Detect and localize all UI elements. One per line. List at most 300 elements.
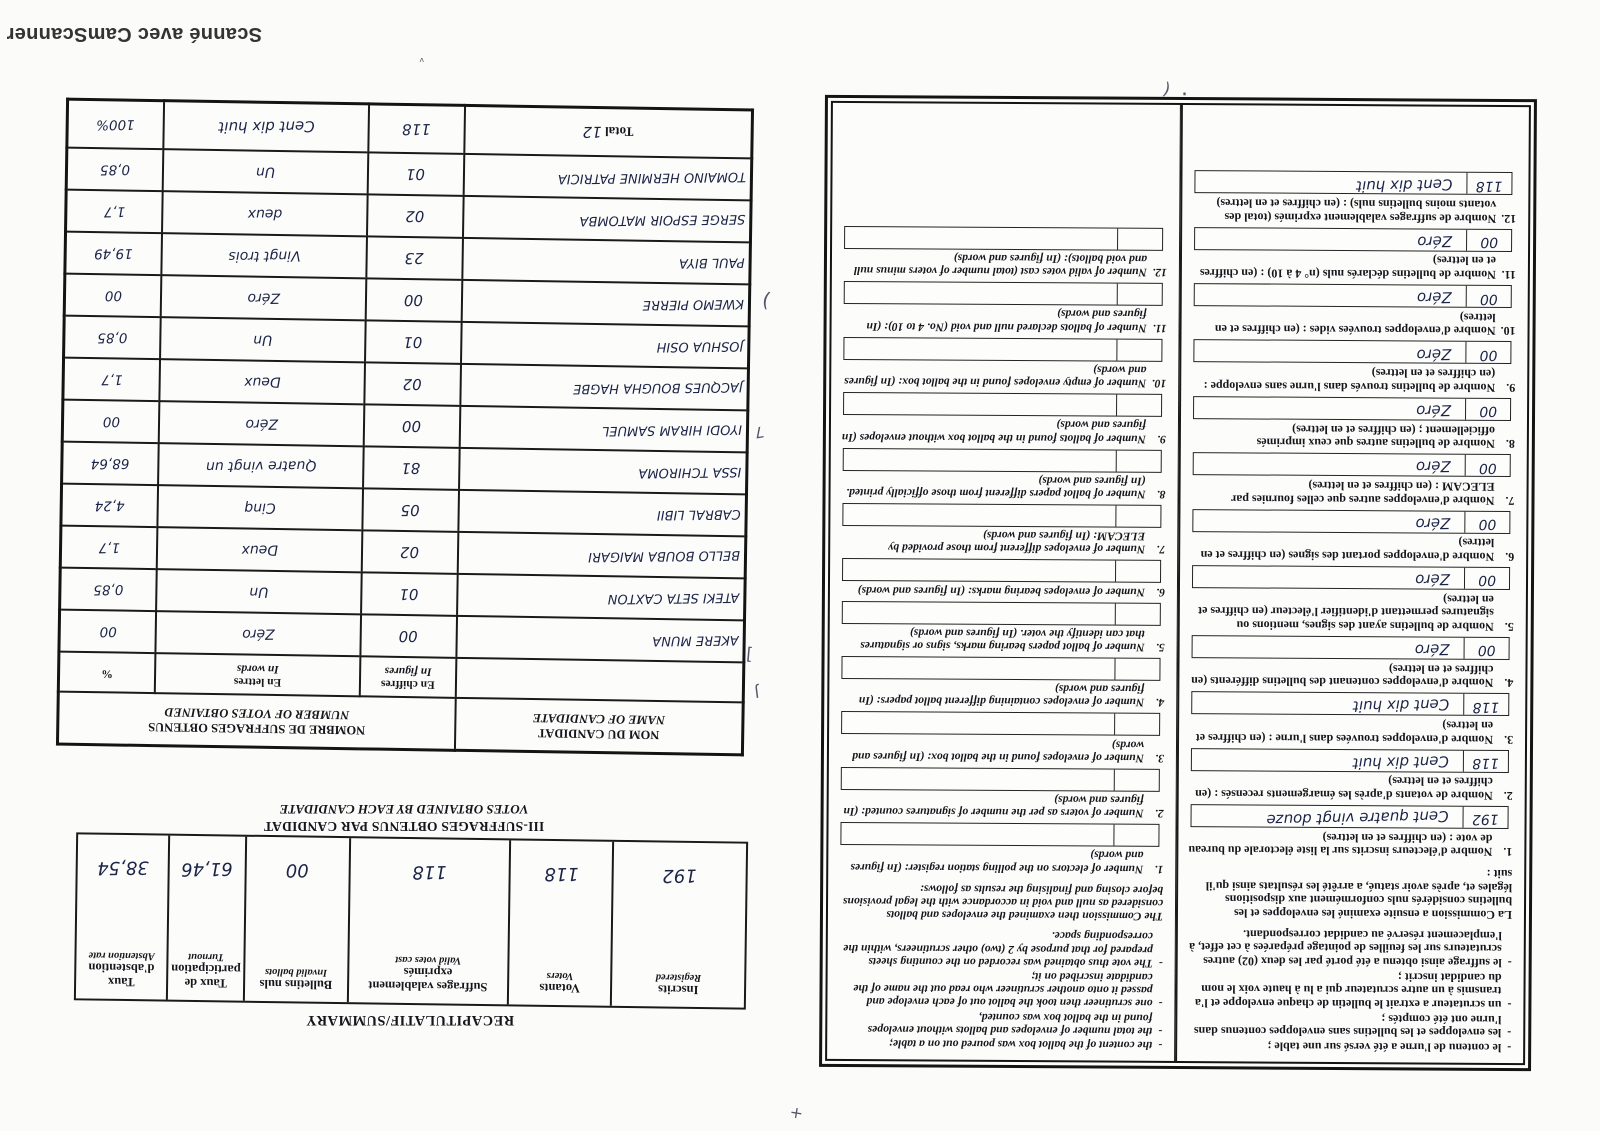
answer-box [841,711,1160,736]
summary-value-handwritten: 61,46 [181,857,234,880]
answer-figures-handwritten: 192 [1472,810,1500,828]
bullet-text: les enveloppes et les bulletins sans enveloppes contenus dans l'urne ont été comptés ; [1193,1011,1502,1041]
intro-bullet [1187,1010,1511,1039]
candidate-figures-handwritten: 00 [398,627,419,646]
candidate-figures-cell [365,320,462,364]
subheader-figures-fr: En chiffres [380,677,435,691]
candidate-name-cell [461,322,749,369]
item-number: 10. [1500,324,1516,339]
candidate-words-handwritten: Deux [241,541,278,558]
item-label: Number of ballots found in the ballot box without envelopes (In figures and words) [841,418,1147,446]
bullet-text: un scrutateur a extrait le bulletin de chaque enveloppe et l'a transmis à un autre scrutateur qui a lu à haute voix le nom du candidat inscrit ; [1194,969,1502,1012]
intro-bullet [1187,968,1511,1011]
candidate-name-handwritten: ATEKI SETA CAXTON [607,589,740,607]
answer-figures-cell [1114,714,1159,735]
form-item-text-line [839,681,1164,709]
answer-words-handwritten: Cent dix huit [1356,174,1453,195]
form-item-text-line [1192,308,1516,337]
candidate-words-handwritten: Zéro [245,415,278,432]
candidate-name-handwritten: JACQUES BOUGHA HAGBE [572,378,743,397]
summary-table [74,832,748,1009]
form-item [839,767,1164,820]
item-label: Number of electors on the polling station register: (In figures and words) [850,848,1144,876]
candidate-percent-cell [62,442,159,486]
item-number: 5. [1155,640,1165,654]
answer-words-cell [841,823,1113,846]
summary-label-fr: Taux de participation [171,961,241,991]
candidate-figures-cell [366,236,463,280]
form-item-text-line [1189,773,1513,802]
form-item [839,711,1164,764]
candidate-words-handwritten: Deux [243,373,281,390]
summary-label-en: Abstention rate [88,949,155,962]
summary-cell [243,837,349,1002]
column-header-candidate [455,698,743,755]
bullet-text: the total number of envelopes and ballots without envelopes found in the ballot box was counted, [867,1010,1153,1038]
candidate-words-cell [160,359,365,404]
form-item-text-line [842,306,1167,334]
form-item-text-line [841,472,1166,500]
pen-mark: ᵥ [418,55,424,69]
candidate-figures-handwritten: 23 [404,249,425,268]
answer-figures-handwritten: 118 [1472,698,1500,715]
answer-words-handwritten: Zéro [1415,457,1451,477]
candidate-percent-cell [63,358,160,402]
pen-mark: ] [745,643,754,665]
item-label: Nombre d'enveloppes portant des signes (en chiffres et en lettres) [1200,535,1495,564]
candidate-figures-cell [362,488,459,532]
bullet-dash: - [1507,998,1512,1013]
item-label: Number of ballot papers bearing marks, signs or signatures that can identify the voter. (In figures and words) [860,626,1145,654]
candidate-name-cell [458,532,746,579]
candidate-name-cell [464,154,752,201]
form-item [839,656,1164,709]
candidate-figures-handwritten: 81 [401,459,421,478]
answer-words-cell [1192,805,1463,828]
candidate-percent-cell [60,526,157,570]
summary-label-en: Registered [655,971,702,984]
pen-mark: 7 [752,422,766,442]
total-count-handwritten: 12 [582,123,602,142]
answer-figures-cell [1464,568,1509,589]
answer-words-handwritten: Zéro [1416,288,1452,308]
item-number: 11. [1501,268,1516,283]
item-number: 12. [1152,266,1167,280]
answer-box [1194,171,1512,196]
intro-bullet [837,969,1162,1011]
english-column [827,103,1181,1061]
item-label: Nombre d'enveloppes contenant des bulletins différents (en chiffres et en lettres) [1191,661,1494,691]
french-column [1175,105,1529,1063]
subheader-empty-cell [456,658,744,703]
subheader-words [155,653,360,696]
candidate-figures-cell [367,194,464,238]
english-intro-bullets [837,928,1163,1052]
bullet-text: le contenu de l'urne a été versé sur une table ; [1267,1039,1502,1055]
answer-words-handwritten: Zéro [1414,570,1451,589]
french-items-list [1188,171,1516,859]
candidate-words-handwritten: Vingt trois [228,247,301,265]
candidate-figures-cell [361,572,458,616]
summary-value-handwritten: 38,54 [96,856,149,879]
answer-words-cell [844,338,1116,361]
form-item-text-line [839,792,1164,820]
candidate-words-handwritten: Quatre vingt un [205,457,317,475]
form-item [1192,283,1516,337]
answer-box [841,767,1160,792]
item-label: Number of envelopes bearing marks: (In figures and words) [857,583,1145,599]
candidate-figures-cell [363,446,460,490]
answer-figures-handwritten: 00 [1479,346,1498,364]
candidate-percent-handwritten: 1,7 [103,203,126,220]
answer-box [841,656,1160,681]
candidate-name-cell [462,238,750,285]
candidate-figures-handwritten: 118 [402,120,431,139]
candidate-figures-handwritten: 00 [402,417,422,436]
french-intro-bullets [1187,926,1512,1054]
form-item [840,558,1165,598]
form-item-text-line [1192,196,1516,225]
form-item [1190,452,1514,506]
candidate-name-handwritten: KWEMO PIERRE [642,295,745,313]
candidate-name-cell [464,105,752,158]
candidate-percent-handwritten: 1,7 [98,539,121,556]
item-label: Number of voters as per the number of signatures counted: (In figures and words) [843,793,1144,820]
form-item-text-line [840,625,1165,653]
candidate-name-handwritten: IYODI HIRAM SAMUEL [601,421,743,439]
subheader-figures [360,656,457,698]
bullet-text: The vote thus obtained was recorded on the counting sheets prepared for that purpose by 2 (two) other scrutineers, within the corresponding space. [843,929,1153,970]
item-number: 7. [1156,543,1166,557]
item-label: Nombre d'électeurs inscrits sur la liste électorale du bureau de vote : (en chiffres et en lettres) [1188,830,1493,860]
form-item-text-line [841,362,1166,390]
bullet-text: the content of the ballot box was poured out on a table; [888,1037,1153,1052]
answer-figures-handwritten: 00 [1477,642,1496,659]
answer-box [1193,396,1511,421]
answer-words-cell [842,768,1114,791]
candidate-percent-handwritten: 0,85 [93,581,124,598]
form-item-text-line [1190,477,1514,506]
item-number: 11. [1152,321,1167,335]
item-label: Nombre d'enveloppes trouvées vides : (en chiffres et en lettres) [1214,310,1496,339]
form-item-text-line [1190,534,1514,563]
summary-cell [76,834,168,999]
candidate-figures-handwritten: 02 [402,375,423,394]
votes-title-en: VOTES OBTAINED BY EACH CANDIDATE [279,802,529,818]
answer-box [843,447,1162,472]
item-number: 2. [1503,788,1513,803]
candidate-name-handwritten: AKERE MUNA [652,632,739,649]
answer-words-cell [1194,397,1465,420]
camscanner-watermark: Scanné avec CamScanner [6,23,262,45]
form-item-text-line [838,847,1163,875]
answer-words-cell [845,227,1117,250]
answer-words-cell [843,601,1115,624]
subheader-words-fr: En lettres [233,675,282,689]
bullet-dash: - [1158,1038,1163,1052]
answer-figures-cell [1116,450,1161,471]
form-item-text-line [1191,421,1515,450]
candidate-name-cell [458,490,746,537]
subheader-percent: % [58,652,155,694]
form-item [1189,635,1513,689]
answer-words-cell [1192,692,1463,715]
answer-box [843,337,1162,362]
candidate-words-cell [156,569,361,614]
subheader-words-en: In words [236,662,279,676]
pen-mark: · [1181,80,1188,105]
candidate-figures-cell [362,530,459,574]
candidate-name-cell [460,364,748,411]
item-label: Number of empty envelopes found in the ballot box: (In figures and words) [844,363,1147,390]
candidate-percent-handwritten: 00 [99,623,117,640]
form-item-text-line [839,736,1164,764]
form-item-text-line [1190,590,1514,633]
item-number: 6. [1505,549,1515,564]
summary-value-handwritten: 118 [544,862,579,885]
bullet-dash: - [1158,997,1163,1011]
answer-figures-cell [1463,694,1508,715]
answer-figures-cell [1116,339,1161,360]
bullet-text: le suffrage ainsi obtenu a été porté par les deux (02) autres scrutateurs sur les feuilles de pointage préparées à cet effet, à l'emplacement réservé au candidat correspondant. [1189,927,1502,970]
summary-label-fr: Votants [539,980,581,996]
form-item [840,503,1165,556]
pen-mark: J [753,682,761,702]
candidate-figures-handwritten: 01 [399,585,419,604]
votes-title-fr: III-SUFFRAGES OBTENUS PAR CANDIDAT [263,819,545,834]
answer-words-cell [1195,172,1466,195]
candidate-name-handwritten: PAUL BIYA [678,254,745,271]
answer-figures-cell [1466,230,1511,251]
answer-figures-handwritten: 00 [1478,515,1497,533]
item-label: Number of ballot papers different from those officially printed. (In figures and words) [846,473,1146,501]
item-number: 2. [1154,807,1164,821]
answer-box [1194,283,1512,308]
answer-box [844,281,1163,306]
candidate-name-handwritten: ISSA TCHIROMA [638,463,742,481]
item-number: 8. [1505,437,1515,452]
pen-mark: ( [1160,78,1173,100]
item-label: Nombre de suffrages valablement exprimés (total des votants moins bulletins nuls) : (en chiffres et en lettres) [1216,196,1497,226]
item-number: 9. [1157,432,1166,446]
answer-figures-cell [1115,506,1160,527]
votes-section-title [60,801,748,834]
candidate-percent-handwritten: 68,64 [91,455,130,472]
item-label: Nombre de bulletins trouvés dans l'urne sans enveloppe : (en chiffres et en lettres) [1203,366,1496,395]
bullet-dash: - [1158,1024,1163,1038]
answer-figures-handwritten: 00 [1480,233,1499,251]
candidate-figures-cell [368,152,465,196]
candidate-words-cell [162,233,367,278]
page-report-inner-border [825,101,1531,1065]
answer-words-cell [843,504,1115,527]
answer-words-handwritten: Zéro [1415,513,1451,533]
english-items-list [838,226,1167,876]
answer-words-handwritten: Cent quatre vingt douze [1266,807,1449,830]
candidate-words-handwritten: Cinq [244,499,277,516]
item-number: 7. [1505,493,1515,508]
answer-figures-cell [1113,825,1158,846]
answer-words-cell [845,282,1117,305]
candidate-percent-handwritten: 0,85 [99,161,131,178]
form-item [1191,340,1515,394]
answer-figures-handwritten: 118 [1475,177,1504,195]
intro-bullet [837,1009,1162,1037]
candidate-figures-handwritten: 00 [404,291,424,310]
candidate-percent-cell [60,568,157,612]
item-number: 8. [1156,487,1166,501]
subheader-figures-en: In figures [384,664,432,678]
summary-label-fr: Taux d'abstention [88,960,155,990]
answer-figures-cell [1465,455,1510,476]
candidate-figures-cell [364,404,461,448]
answer-words-cell [1193,566,1464,589]
summary-heading: RECAPITULATIF/SUMMARY [305,1012,515,1028]
total-label: Total [601,124,634,141]
bullet-dash: - [1507,955,1512,971]
item-label: Nombre de bulletins déclarés nuls (n° 4 à 10) : (en chiffres et en lettres) [1199,254,1497,283]
candidate-percent-handwritten: 00 [104,287,122,304]
item-number: 1. [1503,845,1513,860]
answer-words-cell [844,448,1116,471]
answer-figures-cell [1464,638,1509,659]
answer-words-cell [844,393,1116,416]
candidate-words-cell [157,527,362,572]
answer-words-cell [1193,510,1464,533]
answer-figures-handwritten: 00 [1477,572,1497,589]
candidate-words-handwritten: deux [247,205,283,222]
candidate-name-cell [456,616,744,663]
candidate-words-cell [160,317,365,362]
summary-cell [610,842,746,1008]
candidate-percent-cell [67,99,164,149]
answer-box [844,226,1163,251]
item-number: 4. [1155,696,1165,710]
answer-figures-cell [1114,769,1159,790]
candidate-percent-handwritten: 00 [102,413,120,430]
candidate-percent-cell [59,610,156,654]
answer-box [842,558,1161,583]
summary-label-en: Turnout [188,950,225,963]
bullet-dash: - [1158,956,1163,970]
answer-figures-cell [1463,750,1508,771]
form-item [1191,396,1515,450]
item-label: Number of envelopes different from those provided by ELECAM: (In figures and words) [888,528,1146,557]
intro-bullet [1187,1038,1511,1054]
candidate-figures-handwritten: 02 [400,543,420,562]
summary-value-handwritten: 118 [412,861,447,883]
answer-figures-cell [1117,229,1162,250]
candidate-percent-cell [62,400,159,444]
candidate-percent-cell [65,232,162,276]
answer-box [1191,691,1509,716]
item-number: 3. [1155,751,1164,765]
answer-figures-cell [1465,342,1510,363]
candidate-words-cell [158,443,363,488]
summary-cell [166,836,245,1001]
candidate-name-handwritten: CABRAL LIBII [656,506,741,523]
form-item-text-line [1189,716,1513,745]
form-item [1190,565,1514,633]
candidate-words-cell [161,275,366,320]
answer-words-cell [842,712,1114,735]
answer-box [1191,748,1509,773]
answer-figures-cell [1114,659,1159,680]
candidate-figures-cell [368,104,465,154]
candidate-name-handwritten: JOSHUA OSIH [656,338,744,355]
candidate-name-cell [460,406,748,453]
item-number: 5. [1504,619,1514,634]
item-label: Nombre de bulletins autres que ceux imprimés officiellement ; (en chiffres et en lettres) [1256,422,1495,452]
form-item [841,447,1166,500]
answer-figures-cell [1464,511,1509,532]
form-item-text-line [1188,829,1512,858]
candidate-words-cell [158,485,363,530]
candidate-name-cell [457,574,745,621]
answer-figures-handwritten: 00 [1479,403,1498,420]
answer-figures-handwritten: 00 [1479,290,1498,307]
answer-box [1192,565,1510,590]
item-number: 3. [1504,732,1514,747]
column-header-votes-fr: NOMBRE DE SUFFRAGES OBTENUS [148,720,366,738]
answer-box [1194,227,1512,252]
summary-label-fr: Suffrages valablement exprimés [368,964,488,995]
candidate-name-handwritten: SERGE ESPOIR MATOMBA [579,211,746,229]
candidate-name-cell [463,196,751,243]
candidate-figures-cell [364,362,461,406]
answer-box [1191,804,1509,829]
summary-cell [507,840,613,1005]
candidate-words-handwritten: Un [255,163,276,180]
summary-label-fr: Inscrits [658,982,699,998]
answer-words-cell [1194,341,1465,364]
form-item-text-line [1191,365,1515,394]
intro-bullet [1188,926,1512,969]
candidate-name-cell [459,448,747,495]
summary-label-en: Invalid ballots [264,965,328,978]
pen-mark: + [788,1103,805,1124]
candidate-figures-handwritten: 01 [406,165,426,184]
candidate-name-handwritten: BELLO BOUBA MAIGARI [587,547,741,565]
answer-figures-cell [1466,286,1511,307]
answer-words-handwritten: Cent dix huit [1352,751,1450,773]
form-item [842,226,1167,279]
intro-bullet [838,928,1163,970]
answer-words-cell [842,657,1114,680]
candidate-figures-handwritten: 01 [403,333,423,352]
form-item-text-line [841,417,1166,445]
answer-words-handwritten: Cent dix huit [1352,695,1450,716]
page-official-report [819,95,1537,1071]
answer-figures-cell [1466,173,1511,194]
candidate-words-handwritten: Un [253,331,273,348]
answer-words-cell [1192,749,1463,772]
candidate-name-handwritten: TOMAINO HERMINE PATRICIA [557,168,747,186]
candidate-percent-cell [64,274,161,318]
candidate-percent-handwritten: 19,49 [94,245,134,262]
summary-label-fr: Bulletins nuls [259,976,333,992]
answer-words-handwritten: Zéro [1414,640,1450,659]
candidate-words-handwritten: Un [249,583,269,600]
answer-words-cell [1195,228,1466,251]
form-item-text-line [1192,252,1516,281]
candidate-percent-cell [61,484,158,528]
summary-cell [346,838,509,1004]
form-item [1189,691,1513,745]
french-intro-paragraph: La Commission a ensuite examiné les enveloppes et les bulletins considérés nuls conformément aux dispositions légales et, après avoir statué, a arrêté les résultats ainsi qu'il suit : [1205,866,1513,922]
form-item-text-line [1189,660,1513,689]
candidate-words-cell [163,149,368,194]
